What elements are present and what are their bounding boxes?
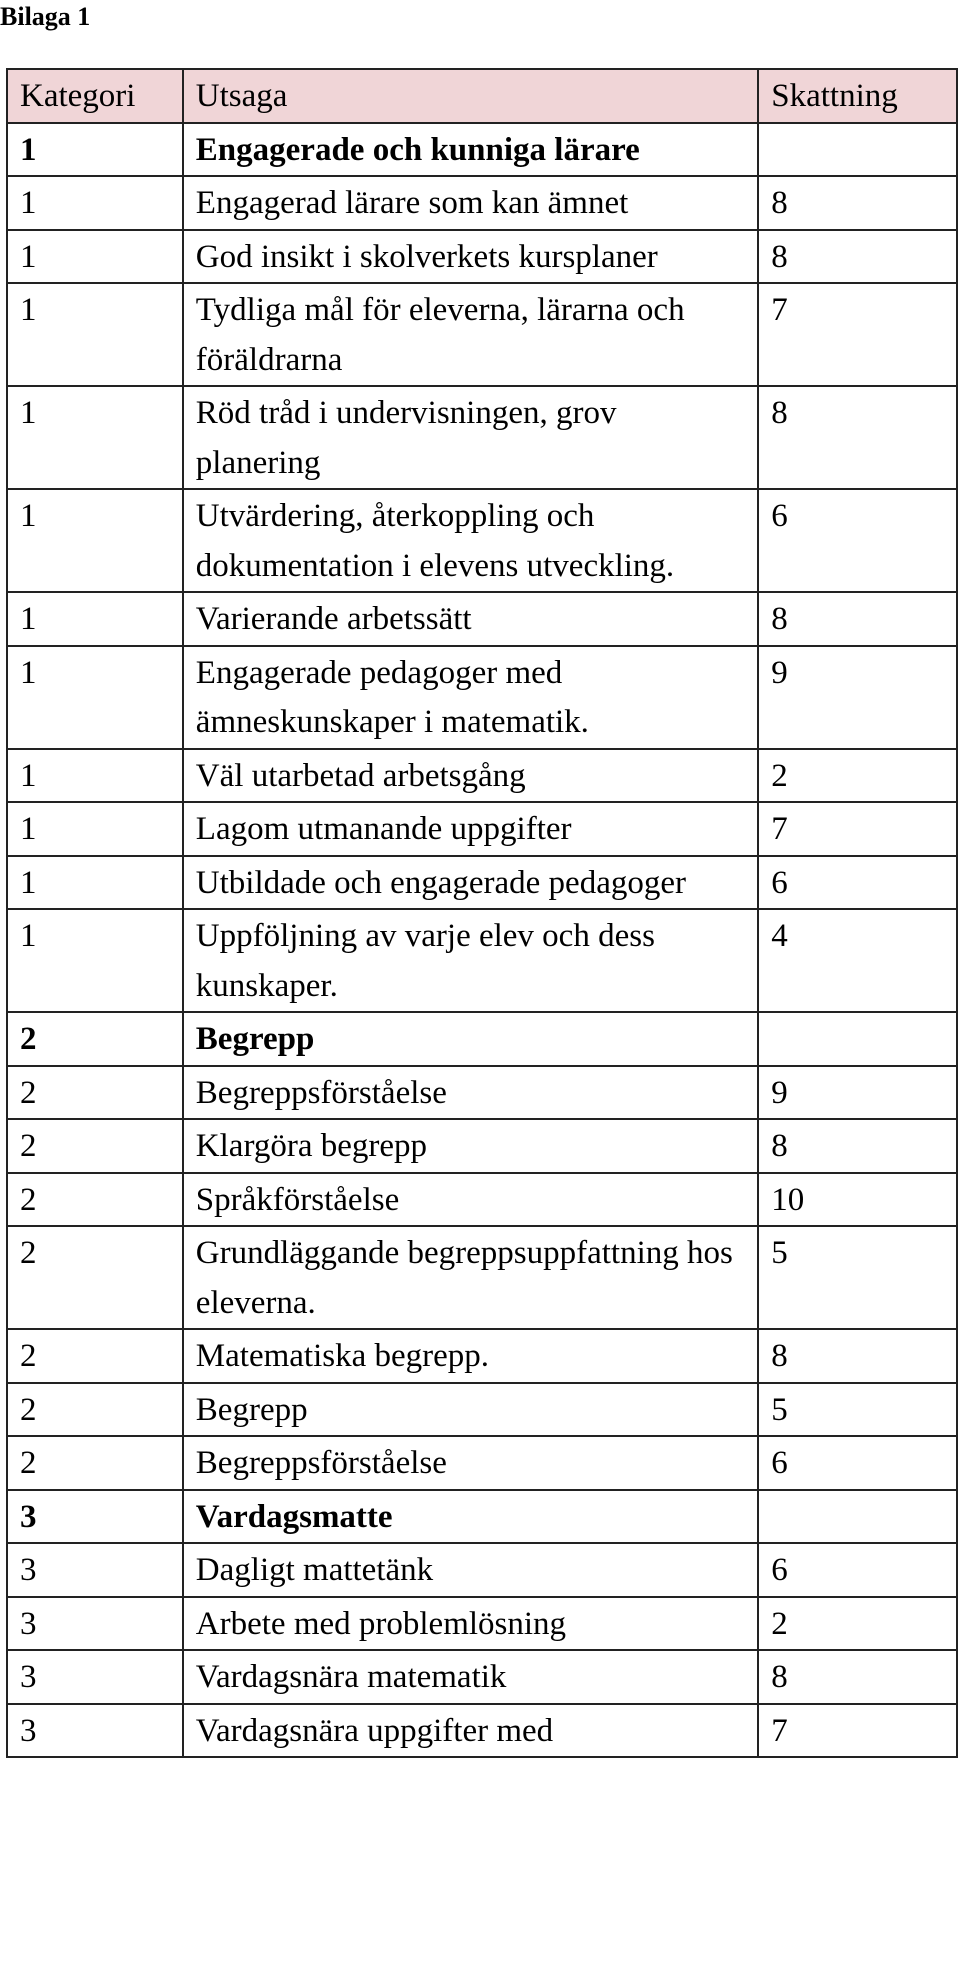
skattning-cell: 8 [758,1650,957,1704]
table-row [7,176,957,230]
header-kategori: Kategori [7,69,183,123]
utsaga-cell: Vardagsnära matematik [183,1650,758,1704]
kategori-cell: 1 [7,489,183,592]
skattning-cell: 5 [758,1226,957,1329]
utsaga-cell: Begreppsförståelse [183,1436,758,1490]
kategori-cell: 3 [7,1597,183,1651]
utsaga-cell: Uppföljning av varje elev och dess kunskaper. [183,909,758,1012]
skattning-cell: 5 [758,1383,957,1437]
skattning-cell [758,1490,957,1544]
utsaga-cell: Engagerad lärare som kan ämnet [183,176,758,230]
utsaga-cell: Engagerade pedagoger med ämneskunskaper i matematik. [183,646,758,749]
kategori-cell: 1 [7,283,183,386]
table-row [7,489,957,592]
kategori-cell: 3 [7,1490,183,1544]
kategori-cell: 1 [7,123,183,177]
utsaga-cell: Begrepp [183,1012,758,1066]
table-row [7,802,957,856]
utsaga-cell: Utvärdering, återkoppling och dokumentation i elevens utveckling. [183,489,758,592]
kategori-cell: 1 [7,646,183,749]
utsaga-cell: Väl utarbetad arbetsgång [183,749,758,803]
skattning-cell: 2 [758,749,957,803]
kategori-cell: 1 [7,592,183,646]
header-utsaga: Utsaga [183,69,758,123]
skattning-cell: 9 [758,1066,957,1120]
table-body [7,123,957,1758]
table-row [7,749,957,803]
kategori-cell: 1 [7,749,183,803]
table-row [7,386,957,489]
utsaga-cell: Röd tråd i undervisningen, grov planering [183,386,758,489]
table-row [7,1383,957,1437]
table-row [7,592,957,646]
rating-table [6,68,958,1758]
table-row [7,646,957,749]
table-row [7,1066,957,1120]
utsaga-cell: Lagom utmanande uppgifter [183,802,758,856]
kategori-cell: 3 [7,1543,183,1597]
skattning-cell: 2 [758,1597,957,1651]
skattning-cell: 6 [758,1436,957,1490]
table-row [7,1226,957,1329]
utsaga-cell: Vardagsmatte [183,1490,758,1544]
utsaga-cell: Engagerade och kunniga lärare [183,123,758,177]
skattning-cell: 9 [758,646,957,749]
utsaga-cell: Språkförståelse [183,1173,758,1227]
kategori-cell: 1 [7,176,183,230]
kategori-cell: 1 [7,909,183,1012]
skattning-cell: 8 [758,386,957,489]
table-row [7,230,957,284]
skattning-cell: 10 [758,1173,957,1227]
kategori-cell: 1 [7,230,183,284]
utsaga-cell: Klargöra begrepp [183,1119,758,1173]
header-skattning: Skattning [758,69,957,123]
skattning-cell: 7 [758,283,957,386]
attachment-label: Bilaga 1 [0,2,91,31]
table-row [7,1173,957,1227]
skattning-cell: 8 [758,592,957,646]
utsaga-cell: Matematiska begrepp. [183,1329,758,1383]
utsaga-cell: Varierande arbetssätt [183,592,758,646]
skattning-cell: 8 [758,176,957,230]
utsaga-cell: Arbete med problemlösning [183,1597,758,1651]
table-row [7,1119,957,1173]
kategori-cell: 2 [7,1436,183,1490]
header-row [7,69,957,123]
table-row [7,1704,957,1758]
table-row [7,283,957,386]
kategori-cell: 3 [7,1650,183,1704]
kategori-cell: 2 [7,1329,183,1383]
skattning-cell: 6 [758,489,957,592]
kategori-cell: 2 [7,1119,183,1173]
skattning-cell: 4 [758,909,957,1012]
kategori-cell: 1 [7,802,183,856]
utsaga-cell: Tydliga mål för eleverna, lärarna och föräldrarna [183,283,758,386]
kategori-cell: 2 [7,1173,183,1227]
kategori-cell: 2 [7,1226,183,1329]
skattning-cell: 7 [758,1704,957,1758]
utsaga-cell: God insikt i skolverkets kursplaner [183,230,758,284]
table-row [7,1329,957,1383]
table-row [7,1597,957,1651]
table-row [7,1650,957,1704]
kategori-cell: 2 [7,1383,183,1437]
utsaga-cell: Grundläggande begreppsuppfattning hos eleverna. [183,1226,758,1329]
table-row [7,1543,957,1597]
skattning-cell: 6 [758,856,957,910]
skattning-cell: 8 [758,1329,957,1383]
skattning-cell [758,1012,957,1066]
category-heading-row [7,1012,957,1066]
utsaga-cell: Begreppsförståelse [183,1066,758,1120]
utsaga-cell: Vardagsnära uppgifter med [183,1704,758,1758]
kategori-cell: 1 [7,386,183,489]
utsaga-cell: Utbildade och engagerade pedagoger [183,856,758,910]
table-row [7,909,957,1012]
table-header [7,69,957,123]
category-heading-row [7,1490,957,1544]
kategori-cell: 1 [7,856,183,910]
category-heading-row [7,123,957,177]
table-row [7,1436,957,1490]
table-row [7,856,957,910]
kategori-cell: 3 [7,1704,183,1758]
utsaga-cell: Dagligt mattetänk [183,1543,758,1597]
skattning-cell: 8 [758,230,957,284]
kategori-cell: 2 [7,1066,183,1120]
skattning-cell: 8 [758,1119,957,1173]
skattning-cell [758,123,957,177]
utsaga-cell: Begrepp [183,1383,758,1437]
skattning-cell: 7 [758,802,957,856]
kategori-cell: 2 [7,1012,183,1066]
skattning-cell: 6 [758,1543,957,1597]
